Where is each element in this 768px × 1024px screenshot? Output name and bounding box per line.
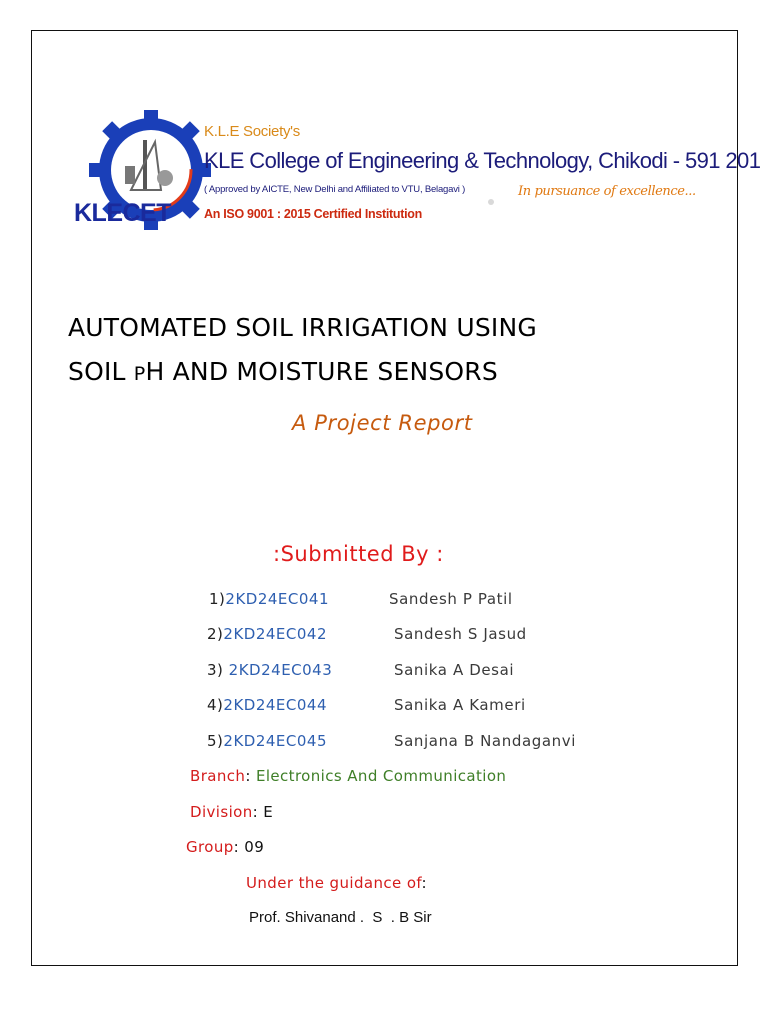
usn: 2KD24EC045 — [223, 732, 328, 750]
title-part: H AND MOISTURE SENSORS — [145, 357, 498, 386]
college-name: KLE College of Engineering & Technology, Chikodi - 591 201 — [204, 148, 761, 173]
member-index: 5) — [207, 732, 224, 750]
member-index: 1) — [209, 590, 226, 608]
branch-value: Electronics And Communication — [255, 767, 507, 785]
group-label: Group — [186, 838, 234, 856]
usn: 2KD24EC042 — [223, 625, 328, 643]
submitted-by-heading: :Submitted By : — [273, 542, 444, 566]
division-value: E — [263, 803, 274, 821]
title-part-small: P — [133, 363, 146, 385]
logo-wordmark: KLECET — [74, 199, 171, 227]
guidance-line: Under the guidance of: — [246, 874, 428, 892]
division-label: Division — [190, 803, 253, 821]
member-index: 2) — [207, 625, 224, 643]
group-value: 09 — [244, 838, 265, 856]
member-usn — [207, 732, 327, 750]
usn: 2KD24EC041 — [225, 590, 330, 608]
member-index: 4) — [207, 696, 224, 714]
usn: 2KD24EC043 — [228, 661, 333, 679]
group-line: Group: 09 — [186, 838, 265, 856]
approval-note: ( Approved by AICTE, New Delhi and Affiliated to VTU, Belagavi ) — [204, 184, 466, 195]
branch-label: Branch — [190, 767, 246, 785]
report-title-line-2 — [68, 357, 498, 386]
iso-certification: An ISO 9001 : 2015 Certified Institution — [204, 207, 422, 221]
division-line: Division: E — [190, 803, 274, 821]
member-index: 3) — [207, 661, 229, 679]
title-part: SOIL — [68, 357, 134, 386]
society-name: K.L.E Society's — [204, 123, 300, 140]
member-name: Sandesh P Patil — [389, 590, 513, 608]
guide-name: Prof. Shivanand . S . B Sir — [249, 909, 432, 926]
report-subtitle: A Project Report — [292, 411, 473, 435]
college-motto: In pursuance of excellence... — [518, 184, 696, 199]
member-name: Sanika A Desai — [394, 661, 515, 679]
decorative-dot — [488, 199, 494, 205]
member-usn — [207, 661, 332, 679]
member-name: Sandesh S Jasud — [394, 625, 527, 643]
report-title-line-1: AUTOMATED SOIL IRRIGATION USING — [68, 313, 537, 342]
member-name: Sanika A Kameri — [394, 696, 526, 714]
member-usn — [207, 696, 327, 714]
member-usn — [207, 625, 327, 643]
member-name: Sanjana B Nandaganvi — [394, 732, 577, 750]
branch-line: Branch: Electronics And Communication — [190, 767, 507, 785]
member-usn — [209, 590, 329, 608]
guidance-label: Under the guidance of — [246, 874, 422, 892]
usn: 2KD24EC044 — [223, 696, 328, 714]
